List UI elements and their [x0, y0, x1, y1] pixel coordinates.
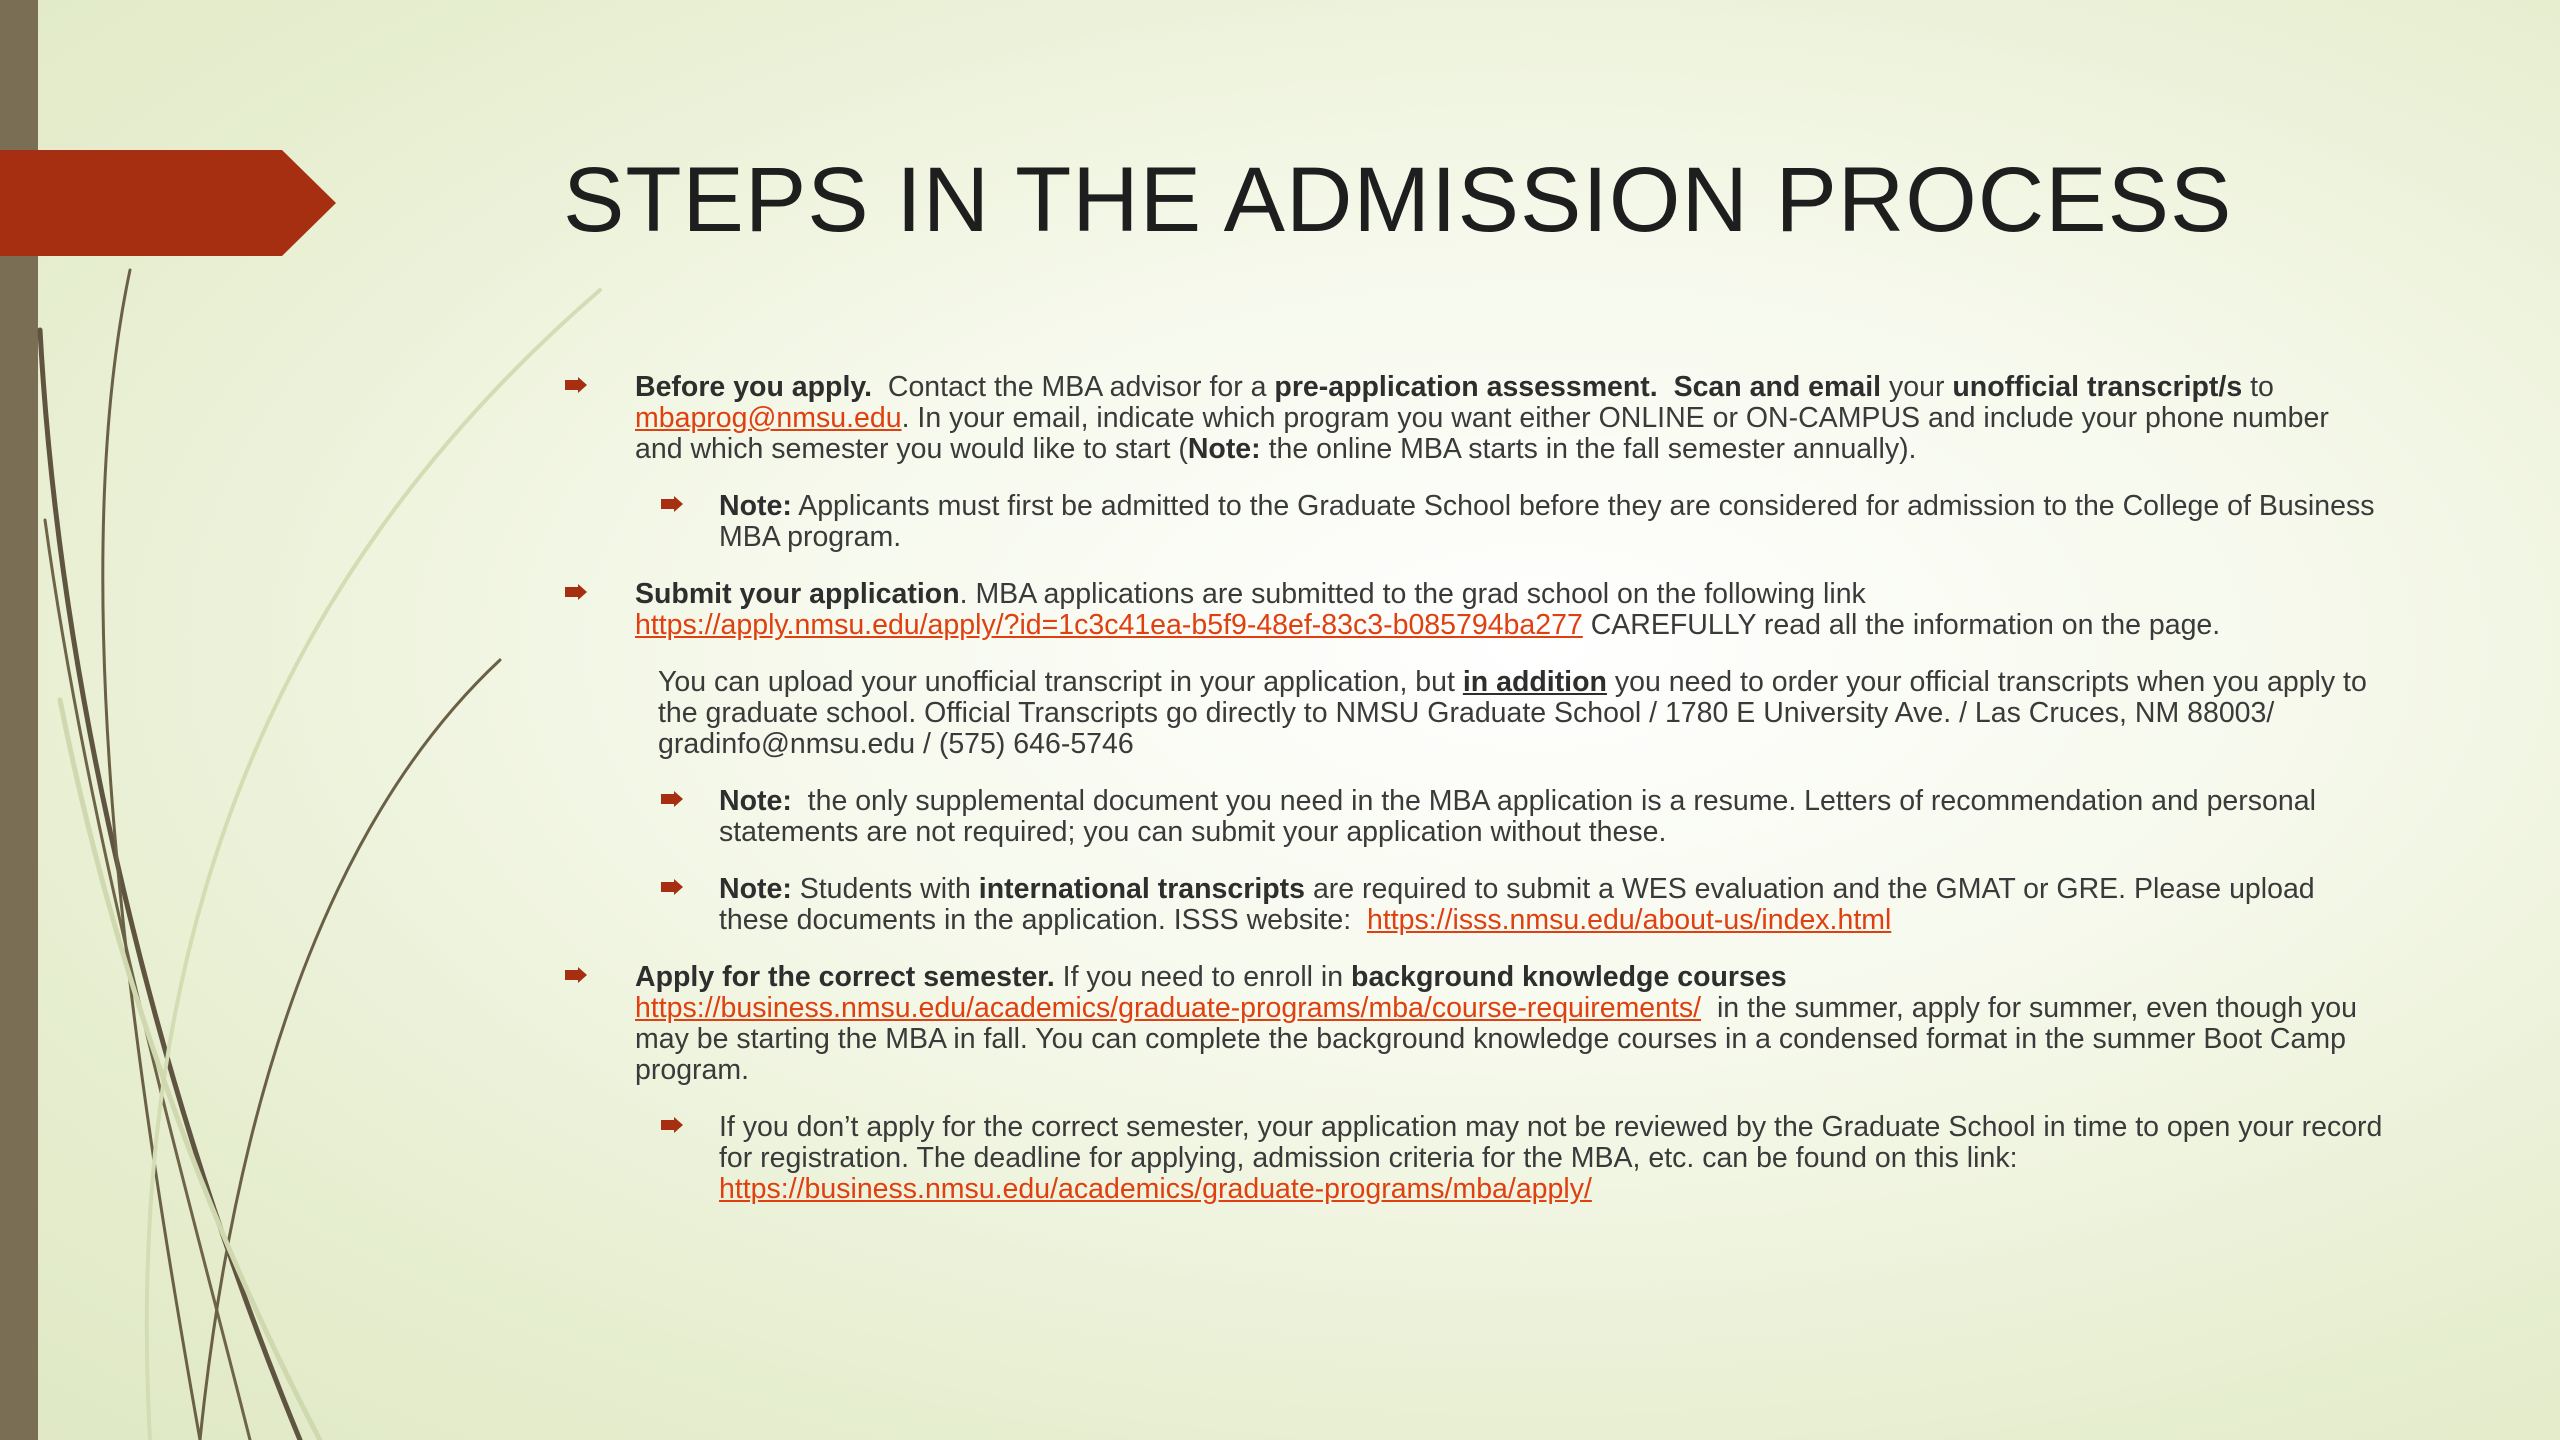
curve-line-6 — [60, 700, 320, 1440]
bullet-arrow-icon — [661, 496, 683, 512]
text: Students with — [799, 873, 971, 905]
bullet-correct-semester — [563, 962, 2383, 1086]
bullet-arrow-icon — [661, 1117, 683, 1133]
bullet-submit-application — [563, 579, 2383, 641]
bold-unofficial-transcripts: unofficial transcript/s — [1952, 371, 2243, 403]
text: If you don’t apply for the correct semester, your application may not be reviewed by the Graduate School in time to open your record for registration. The deadline for applying, admission criteria for the MBA, etc. can be found on this link: — [719, 1111, 2383, 1174]
slide-title: STEPS IN THE ADMISSION PROCESS — [563, 149, 2233, 251]
bullet-arrow-icon — [661, 791, 683, 807]
sub-bullet-graduate-school-note — [563, 491, 2383, 553]
text: You can upload your unofficial transcript in your application, but — [658, 666, 1455, 698]
text: the only supplemental document you need in the MBA application is a resume. Letters of recommendation and personal statements are not required; you can submit your application without these. — [719, 785, 2316, 848]
label-correct-semester: Apply for the correct semester. — [635, 961, 1055, 993]
text: to — [2250, 371, 2274, 403]
text: the online MBA starts in the fall semester annually). — [1268, 433, 1917, 465]
mbaprog-email-link[interactable]: mbaprog@nmsu.edu — [635, 402, 902, 434]
text: . MBA applications are submitted to the grad school on the following link — [959, 578, 1866, 610]
course-requirements-link[interactable]: https://business.nmsu.edu/academics/graduate-programs/mba/course-requirements/ — [635, 992, 1702, 1024]
bold-international-transcripts: international transcripts — [978, 873, 1306, 905]
sub-bullet-supplemental-note — [563, 786, 2383, 848]
slide-content — [563, 372, 2383, 1231]
curve-line-3 — [103, 270, 200, 1440]
label-note: Note: — [719, 785, 792, 817]
bullet-arrow-icon — [565, 584, 587, 600]
bullet-arrow-icon — [565, 377, 587, 393]
text: in the summer, apply for summer, even though you may be starting the MBA in fall. You can complete the background knowledge courses in a condensed format in the summer Boot Camp program. — [635, 992, 2357, 1086]
underline-in-addition: in addition — [1462, 666, 1607, 698]
label-before-you-apply: Before you apply. — [635, 371, 873, 403]
bold-note: Note: — [1187, 433, 1261, 465]
text: If you need to enroll in — [1062, 961, 1344, 993]
bold-pre-application: pre-application assessment. — [1274, 371, 1658, 403]
bullet-arrow-icon — [565, 967, 587, 983]
text: you need to order your official transcripts when you apply to the graduate school. Official Transcripts go directly to NMSU Graduate School / 1780 E University Ave. / Las Cruces, NM 88003/ gradinfo@nmsu.edu / (575) 646-5746 — [658, 666, 2367, 760]
bullet-before-you-apply — [563, 372, 2383, 465]
text: Applicants must first be admitted to the Graduate School before they are considered for admission to the College of Business MBA program. — [719, 490, 2375, 553]
bold-background-courses: background knowledge courses — [1351, 961, 1787, 993]
label-note: Note: — [719, 873, 792, 905]
text: CAREFULLY read all the information on the page. — [1590, 609, 2221, 641]
bullet-arrow-icon — [661, 879, 683, 895]
apply-nmsu-link[interactable]: https://apply.nmsu.edu/apply/?id=1c3c41ea-b5f9-48ef-83c3-b085794ba277 — [635, 609, 1583, 641]
curve-line-5 — [147, 290, 600, 1440]
label-submit-application: Submit your application — [635, 578, 960, 610]
text: your — [1889, 371, 1945, 403]
text: Contact the MBA advisor for a — [887, 371, 1267, 403]
mba-apply-link[interactable]: https://business.nmsu.edu/academics/graduate-programs/mba/apply/ — [719, 1173, 1592, 1205]
curve-line-1 — [40, 330, 300, 1440]
arrow-banner — [0, 150, 336, 256]
text: are required to submit a WES evaluation and the GMAT or GRE. Please upload these documents in the application. ISSS website: — [719, 873, 2315, 936]
sub-bullet-deadline — [563, 1112, 2383, 1205]
paragraph-official-transcripts — [563, 667, 2383, 760]
isss-website-link[interactable]: https://isss.nmsu.edu/about-us/index.html — [1366, 904, 1892, 936]
label-note: Note: — [719, 490, 792, 522]
sub-bullet-international-note — [563, 874, 2383, 936]
text: . In your email, indicate which program you want either ONLINE or ON-CAMPUS and include your phone number and which semester you would like to start ( — [635, 402, 2329, 465]
bold-scan-email: Scan and email — [1673, 371, 1882, 403]
